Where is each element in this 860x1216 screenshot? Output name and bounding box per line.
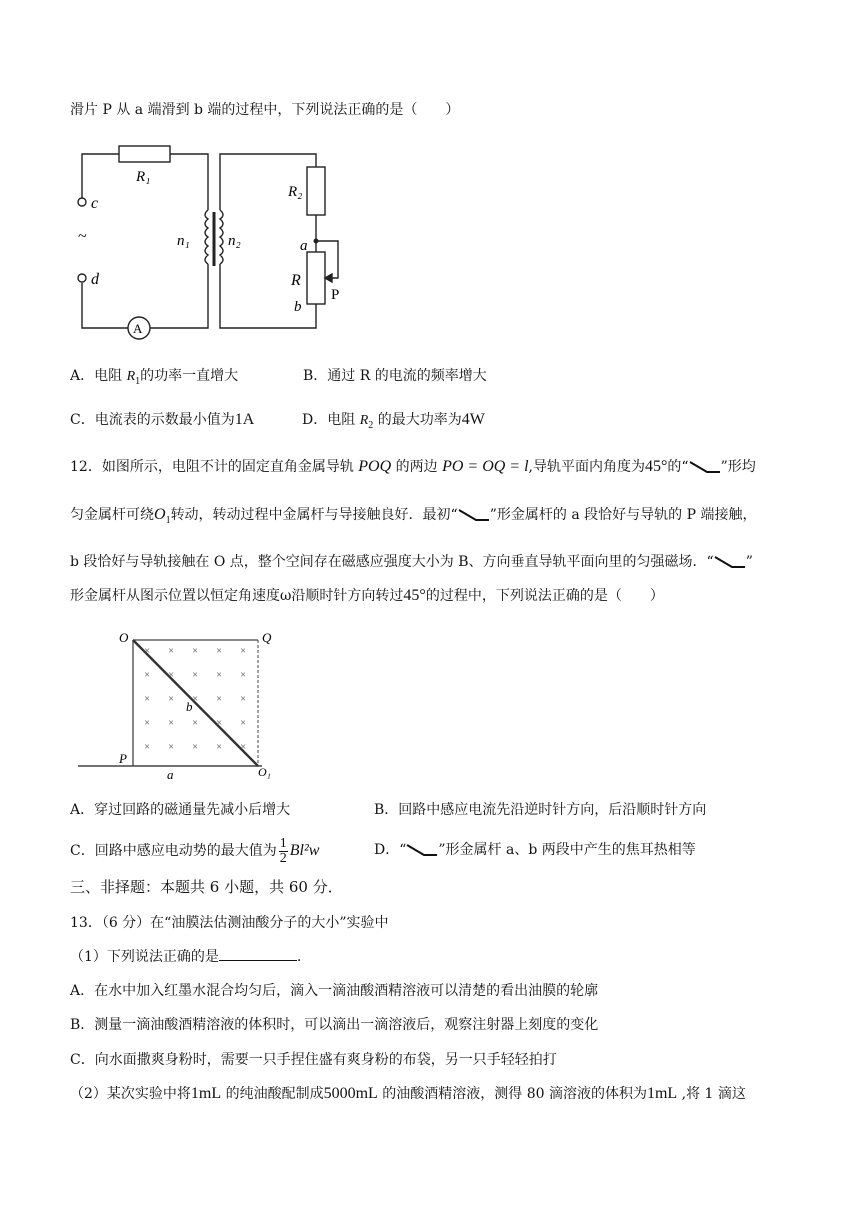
q13-title: 13．（6 分）在“油膜法估测油酸分子的大小”实验中 [70,915,389,931]
q13-option-b: B．测量一滴油酸酒精溶液的体积时，可以滴出一滴溶液后，观察注射器上刻度的变化 [70,1017,599,1033]
ac-symbol: ~ [78,228,87,245]
q11-stem: 滑片 P 从 a 端滑到 b 端的过程中，下列说法正确的是（ ） [70,102,460,118]
n2-label: n₂ [228,233,241,249]
field-cross: × [192,717,199,729]
q12-option-a: A．穿过回路的磁通量先减小后增大 [70,802,291,818]
p-label: P [119,751,127,766]
transformer-circuit-diagram [70,140,370,340]
field-cross: × [144,741,151,753]
field-cross: × [192,741,199,753]
q13-option-a: A．在水中加入红墨水混合均匀后，滴入一滴油酸酒精溶液可以清楚的看出油膜的轮廓 [70,983,599,999]
q-label: Q [262,630,272,645]
ammeter-icon: A [133,321,143,336]
answer-blank[interactable] [219,946,297,961]
b-end-label: b [294,299,302,315]
field-cross: × [240,645,247,657]
q11-option-d: D．电阻 $R_2$ 的最大功率为4W [302,411,485,431]
q12-stem-line4: 形金属杆从图示位置以恒定角速度ω沿顺时针方向转过45°的过程中，下列说法正确的是（ ） [70,587,664,604]
q12-option-b: B．回路中感应电流先沿逆时针方向，后沿顺时针方向 [374,802,707,818]
q13-part2: （2）某次实验中将1mL 的纯油酸配制成5000mL 的油酸酒精溶液，测得 80 滴溶液的体积为1mL ,将 1 滴这 [70,1085,746,1102]
bent-rod-icon [406,842,438,858]
field-cross: × [216,645,223,657]
section-heading: 三、非择题：本题共 6 小题，共 60 分． [70,878,343,896]
field-cross: × [240,717,247,729]
q12-stem-line1: 12．如图所示，电阻不计的固定直角金属导轨 POQ 的两边 PO = OQ = l,导轨平面内角度为45°的“ ”形均 [70,458,756,475]
q11-option-b: B．通过 R 的电流的频率增大 [303,368,487,384]
field-cross: × [192,669,199,681]
q13-part1: （1）下列说法正确的是 . [70,946,301,967]
segment-a-label: a [167,767,174,782]
o1-label: O₁ [258,765,271,779]
r2-label: R₂ [288,184,303,200]
n1-label: n₁ [177,233,190,249]
field-cross: × [168,669,175,681]
r1-label: R₁ [136,169,151,185]
q11-option-a: A．电阻 $R_1$的功率一直增大 [70,368,239,387]
field-cross: × [144,717,151,729]
field-cross: × [192,645,199,657]
q13-option-c: C．向水面撒爽身粉时，需要一只手捏住盛有爽身粉的布袋，另一只手轻轻拍打 [70,1052,557,1068]
q12-option-c: C．回路中感应电动势的最大值为 $\frac{1}{2}$ Bl²w [70,835,320,866]
o-label: O [119,630,129,645]
field-cross: × [216,741,223,753]
field-cross: × [144,693,151,705]
d-terminal-label: d [91,271,99,288]
r-label: R [291,272,301,289]
magnetic-field-crosses [144,645,246,753]
bent-rod-icon [714,554,746,570]
field-cross: × [240,741,247,753]
slider-p-label: P [331,287,340,303]
c-terminal-label: c [91,195,99,212]
q12-stem-line2: 匀金属杆可绕$O_1$转动，转动过程中金属杆与导接触良好．最初“ ”形金属杆的 a 段恰好与导轨的 P 端接触， [70,506,757,526]
field-cross: × [168,741,175,753]
field-cross: × [168,717,175,729]
field-cross: × [240,693,247,705]
segment-b-label: b [186,699,193,714]
field-cross: × [168,645,175,657]
rail-magnetic-field-diagram [78,626,288,782]
q11-option-c: C．电流表的示数最小值为1A [70,411,255,428]
bent-rod-icon [458,507,490,523]
field-cross: × [192,693,199,705]
field-cross: × [144,645,151,657]
field-cross: × [216,693,223,705]
field-cross: × [216,717,223,729]
field-cross: × [240,669,247,681]
bent-rod-icon [689,459,721,475]
a-end-label: a [300,238,308,254]
field-cross: × [144,669,151,681]
field-cross: × [216,669,223,681]
field-cross: × [168,693,175,705]
q12-option-d: D．“ ”形金属杆 a、b 两段中产生的焦耳热相等 [374,842,696,858]
q12-stem-line3: b 段恰好与导轨接触在 O 点，整个空间存在磁感应强度大小为 B、方向垂直导轨平面向里的匀强磁场．“ ” [70,554,753,570]
